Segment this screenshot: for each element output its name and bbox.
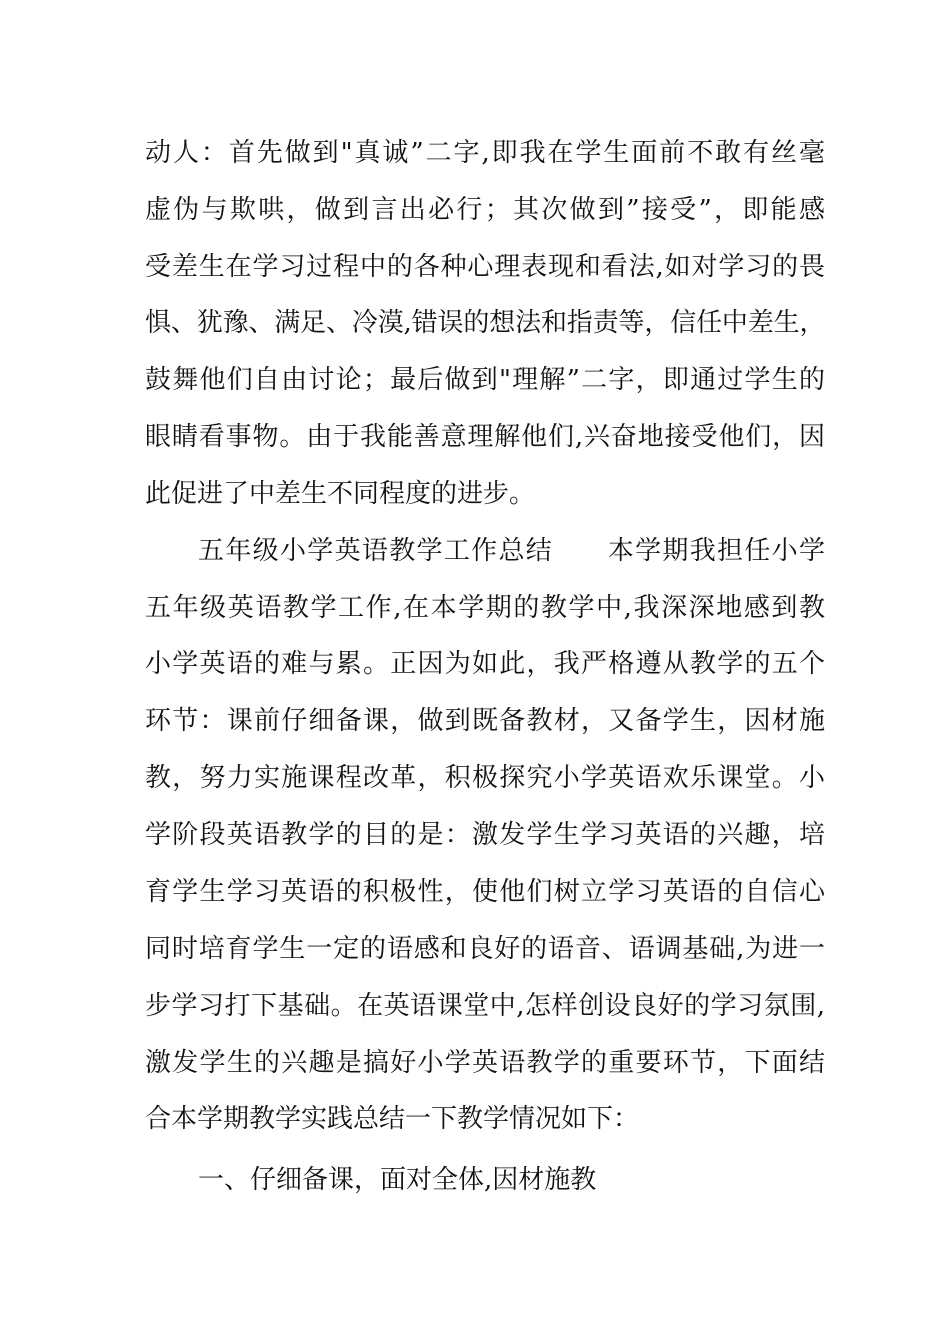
text-line: 小学英语的难与累。正因为如此，我严格遵从教学的五个 [145,649,825,679]
text-line: 教，努力实施课程改革，积极探究小学英语欢乐课堂。小 [145,763,825,793]
text-line: 虚伪与欺哄，做到言出必行；其次做到”接受”，即能感 [145,195,825,225]
text-line: 鼓舞他们自由讨论；最后做到"理解”二字，即通过学生的 [145,365,825,395]
text-line: 育学生学习英语的积极性，使他们树立学习英语的自信心 [145,877,825,907]
text-line: 合本学期教学实践总结一下教学情况如下： [145,1104,640,1134]
section-heading: 一、仔细备课，面对全体,因材施教 [198,1165,597,1195]
text-line: 动人：首先做到"真诚”二字,即我在学生面前不敢有丝毫 [145,138,825,168]
text-line: 五年级小学英语教学工作总结 本学期我担任小学 [198,536,825,566]
text-line: 此促进了中差生不同程度的进步。 [145,479,536,509]
text-line: 五年级英语教学工作,在本学期的教学中,我深深地感到教 [145,593,825,623]
text-line: 学阶段英语教学的目的是：激发学生学习英语的兴趣，培 [145,820,825,850]
text-line: 环节：课前仔细备课，做到既备教材，又备学生，因材施 [145,706,825,736]
text-line: 激发学生的兴趣是搞好小学英语教学的重要环节，下面结 [145,1048,825,1078]
text-line: 步学习打下基础。在英语课堂中,怎样创设良好的学习氛围, [145,991,825,1021]
text-line: 眼睛看事物。由于我能善意理解他们,兴奋地接受他们，因 [145,422,825,452]
text-line: 同时培育学生一定的语感和良好的语音、语调基础,为进一 [145,934,825,964]
text-line: 惧、犹豫、满足、冷漠,错误的想法和指责等，信任中差生， [145,308,825,338]
text-line: 受差生在学习过程中的各种心理表现和看法,如对学习的畏 [145,252,825,282]
